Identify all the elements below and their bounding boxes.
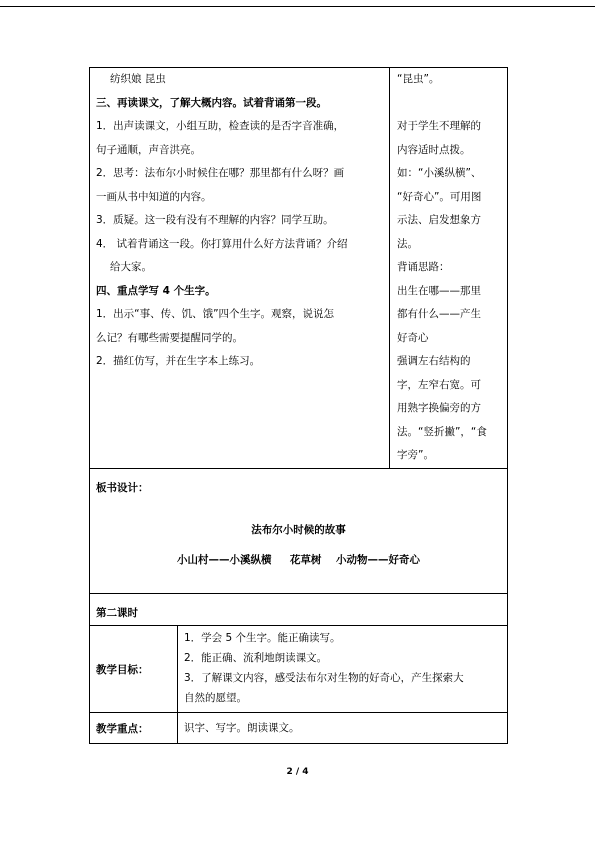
text-line: 一画从书中知道的内容。: [96, 190, 212, 203]
text-line: 纺织娘 昆虫: [110, 73, 166, 85]
note-line: 对于学生不理解的: [397, 120, 481, 132]
board-row: [90, 469, 508, 594]
note-line: [390, 92, 507, 116]
note-line: 内容适时点拨。: [397, 143, 471, 156]
goals-cell: [178, 626, 508, 713]
note-line: “好奇心”。可用图: [397, 190, 482, 203]
lesson-plan-table: [89, 67, 508, 626]
note-line: 出生在哪——那里: [397, 284, 481, 297]
goal-item: 1．学会 5 个生字。能正确读写。: [184, 632, 341, 644]
procedure-cell: [90, 68, 390, 469]
focus-cell: [178, 713, 508, 744]
note-line: 如：“小溪纵横”、: [397, 167, 482, 179]
board-content: 小山村——小溪纵横 花草树 小动物——好奇心: [177, 554, 420, 566]
goals-row: [90, 626, 508, 713]
text-line: 2．描红仿写，并在生字本上练习。: [96, 355, 261, 367]
focus-text: 识字、写字。朗读课文。: [184, 722, 300, 734]
text-line: 句子通顺，声音洪亮。: [96, 143, 201, 156]
note-line: 好奇心: [397, 331, 429, 344]
note-line: 字旁”。: [397, 449, 434, 461]
document-page: [89, 67, 507, 744]
text-line: 1．出示“事、传、饥、饿”四个生字。观察，说说怎: [96, 308, 335, 320]
note-line: 字，左窄右宽。可: [397, 378, 481, 391]
goal-item: 3．了解课文内容，感受法布尔对生物的好奇心，产生探索大: [184, 672, 464, 684]
second-lesson-row: [90, 594, 508, 626]
note-line: 用熟字换偏旁的方: [397, 402, 481, 414]
text-line: 么记？有哪些需要提醒同学的。: [96, 331, 243, 344]
text-line: 2．思考：法布尔小时候住在哪？那里都有什么呀？画: [96, 167, 345, 179]
second-lesson-cell: [90, 594, 508, 626]
text-line: 1．出声读课文，小组互助，检查读的是否字音准确，: [96, 120, 345, 132]
goals-table: [89, 626, 508, 744]
note-line: 法。“竖折撇”，“食: [397, 425, 487, 438]
note-line: 法。: [397, 237, 418, 250]
board-cell: [90, 469, 508, 594]
section-heading: 四、重点学写 4 个生字。: [96, 284, 216, 297]
page-number: 2 / 4: [286, 767, 309, 777]
board-label: 板书设计：: [96, 482, 149, 494]
second-lesson-title: 第二课时: [96, 607, 138, 619]
goal-item: 自然的愿望。: [184, 692, 247, 704]
focus-label: 教学重点：: [90, 713, 178, 744]
header-rule: [0, 6, 595, 7]
note-line: 示法、启发想象方: [397, 214, 481, 226]
focus-row: [90, 713, 508, 744]
procedure-row: [90, 68, 508, 469]
note-line: 背诵思路：: [397, 261, 450, 273]
note-line: 强调左右结构的: [397, 355, 471, 367]
text-line: 4． 试着背诵这一段。你打算用什么好方法背诵？介绍: [96, 237, 348, 250]
section-heading: 三、再读课文，了解大概内容。试着背诵第一段。: [96, 96, 327, 109]
note-line: “昆虫”。: [397, 73, 440, 85]
text-line: 3．质疑。这一段有没有不理解的内容？同学互助。: [96, 214, 334, 226]
text-line: 给大家。: [110, 261, 152, 273]
goals-label: 教学目标：: [90, 626, 178, 713]
board-title: 法布尔小时候的故事: [251, 524, 346, 536]
note-line: 都有什么——产生: [397, 308, 481, 320]
notes-cell: [390, 68, 508, 469]
goal-item: 2．能正确、流利地朗读课文。: [184, 652, 328, 664]
